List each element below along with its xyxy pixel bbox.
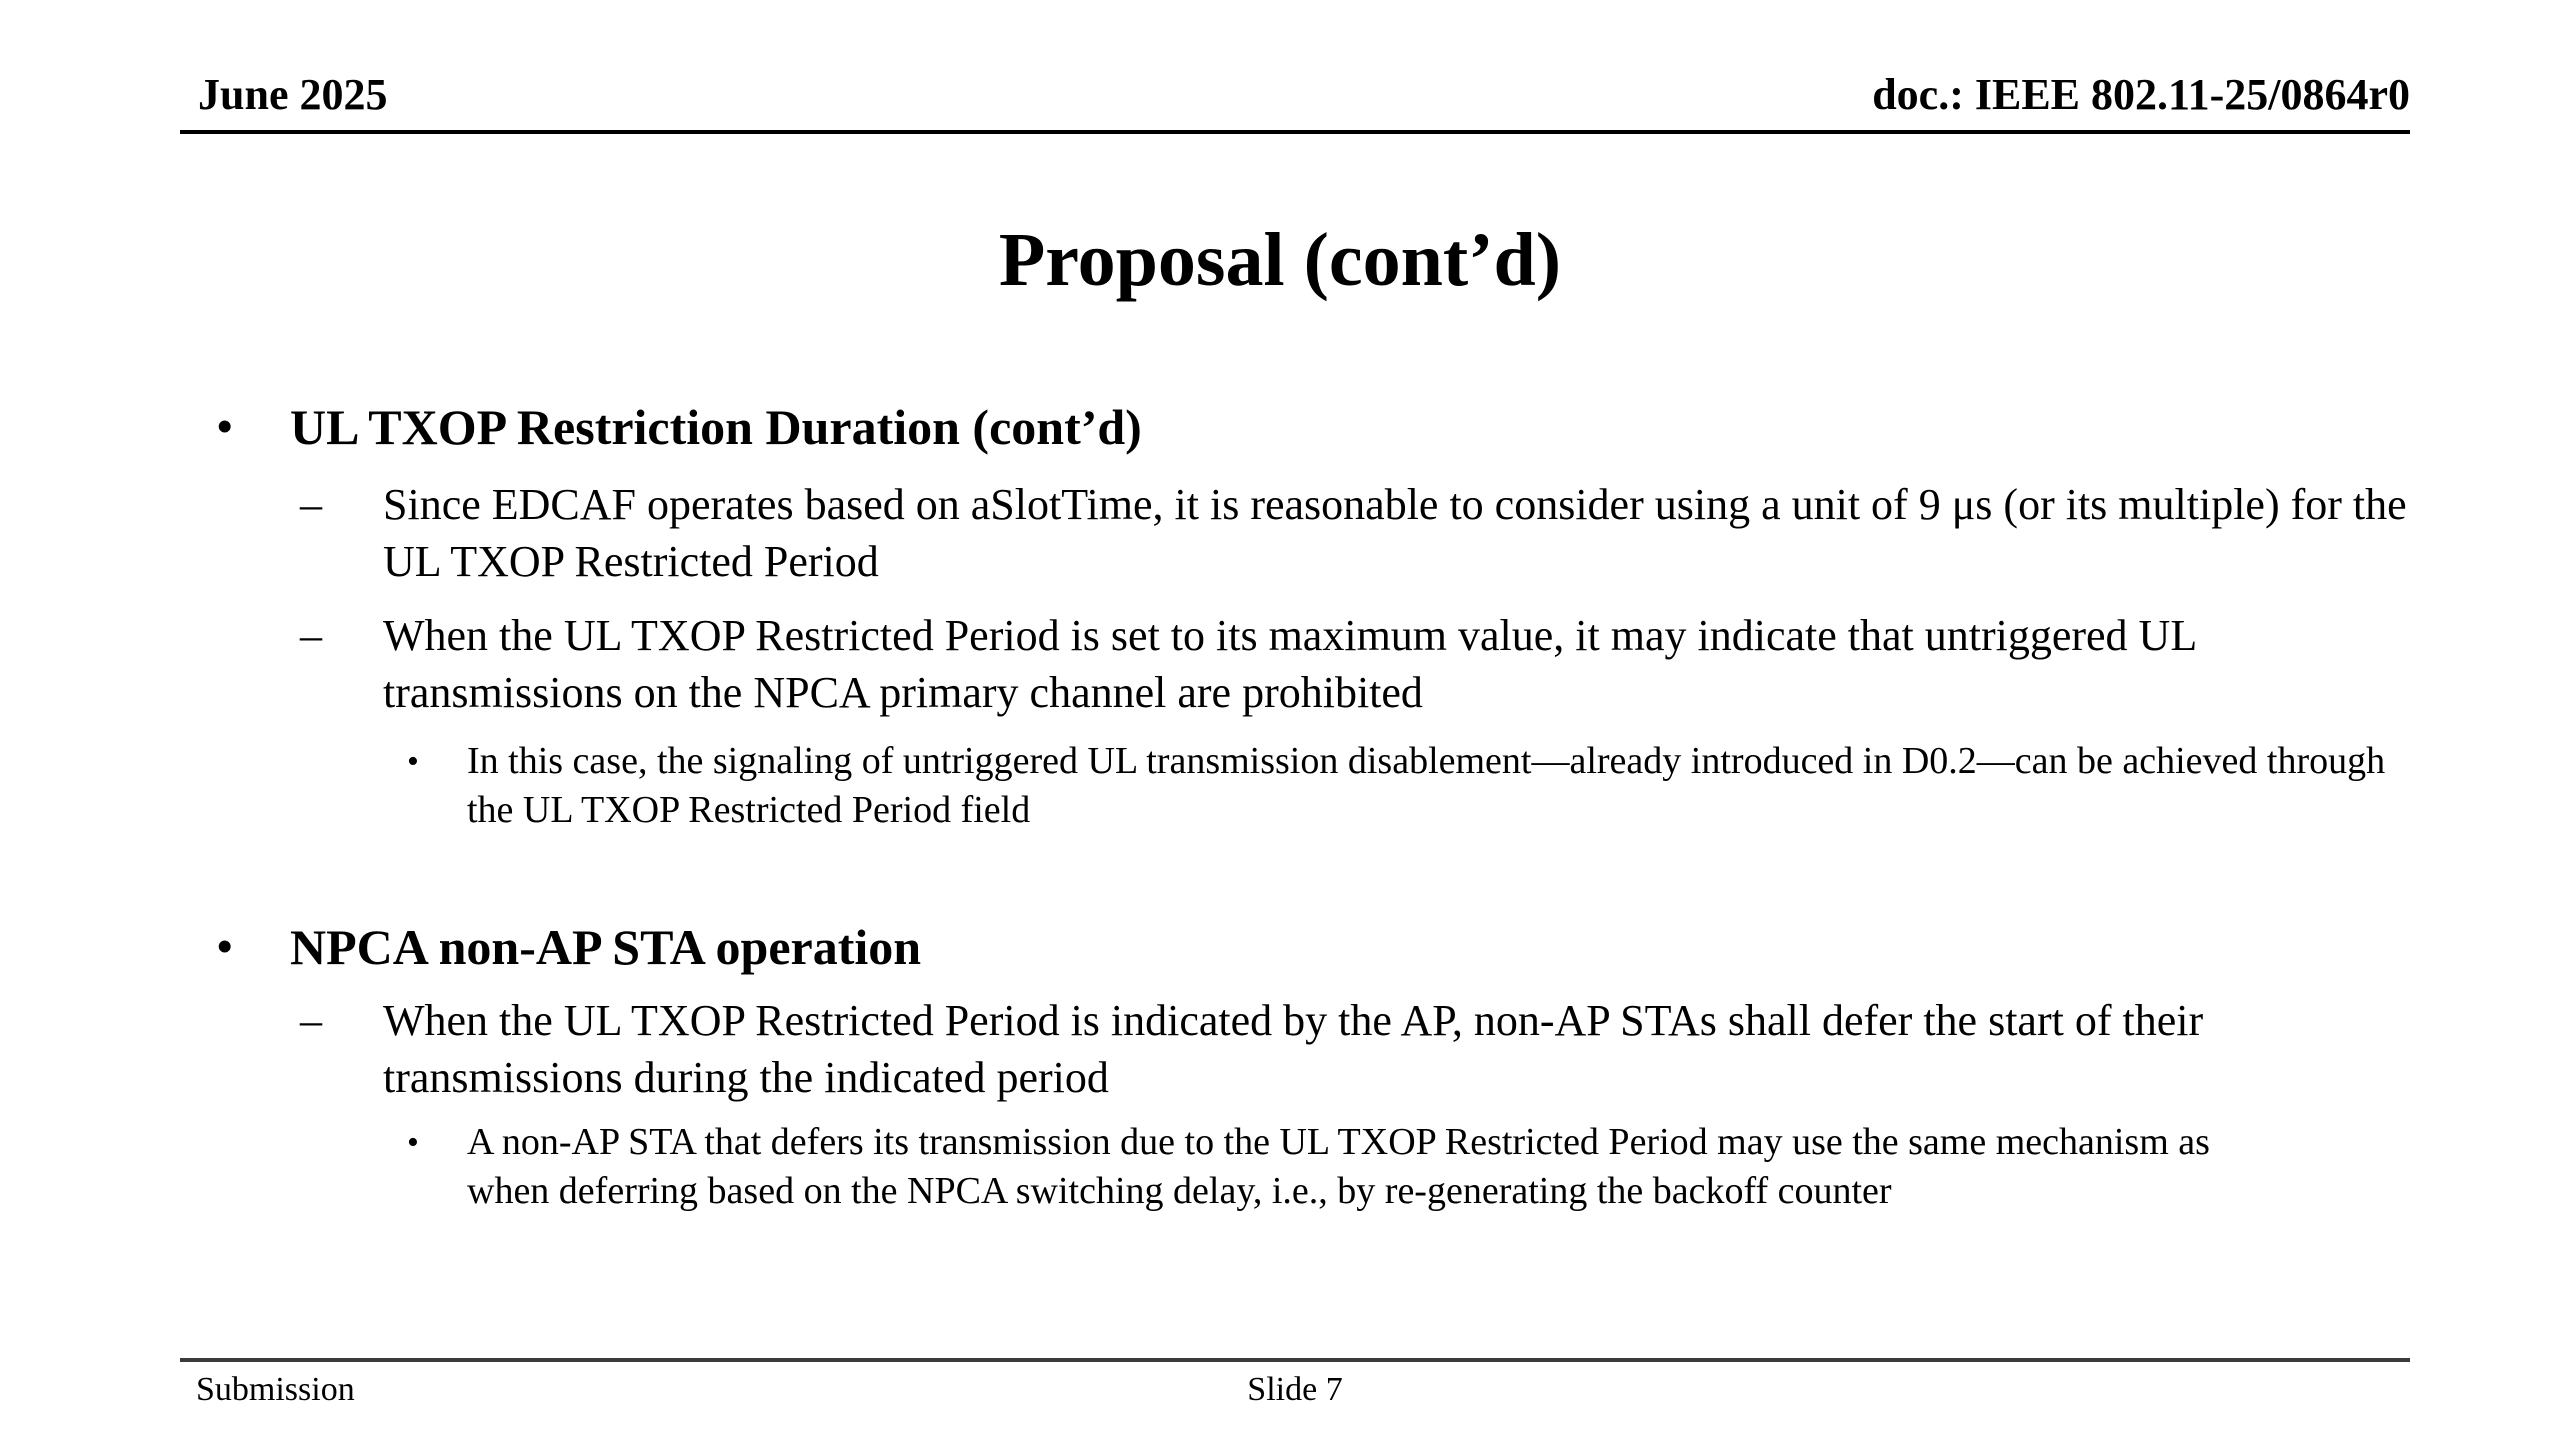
sub-bullet-item xyxy=(407,1118,2267,1216)
bullet-item xyxy=(300,476,2433,590)
bullet-icon: • xyxy=(217,402,233,451)
bullet-item xyxy=(300,607,2363,721)
header-doc-number: doc.: IEEE 802.11-25/0864r0 xyxy=(1872,70,2410,119)
dash-marker-icon: – xyxy=(300,996,322,1045)
bullet-item xyxy=(300,992,2373,1106)
section-heading-text: UL TXOP Restriction Duration (cont’d) xyxy=(290,399,1142,455)
bullet-icon: • xyxy=(407,743,419,780)
slide-footer xyxy=(180,1358,2410,1411)
dash-marker-icon: – xyxy=(300,611,322,660)
slide-title: Proposal (cont’d) xyxy=(998,218,1562,302)
footer-slide-number: Slide 7 xyxy=(1247,1371,1343,1408)
section-heading-text: NPCA non-AP STA operation xyxy=(290,919,922,975)
bullet-text: When the UL TXOP Restricted Period is indicated by the AP, non-AP STAs shall defer the start of their transmissions during the indicated period xyxy=(383,996,2204,1102)
section-heading-ul-txop xyxy=(217,397,1142,457)
footer-submission-label: Submission xyxy=(196,1371,355,1408)
slide-header xyxy=(180,70,2410,134)
bullet-text: Since EDCAF operates based on aSlotTime, it is reasonable to consider using a unit of 9 μs (or its multiple) for the UL TXOP Restricted Period xyxy=(383,480,2407,586)
dash-marker-icon: – xyxy=(300,480,322,529)
bullet-icon: • xyxy=(217,922,233,971)
sub-bullet-item xyxy=(407,737,2397,835)
bullet-text: When the UL TXOP Restricted Period is set to its maximum value, it may indicate that untriggered UL transmissions on the NPCA primary channel are prohibited xyxy=(383,611,2196,717)
section-heading-npca-sta xyxy=(217,917,922,977)
bullet-icon: • xyxy=(407,1124,419,1161)
header-date: June 2025 xyxy=(198,70,388,119)
sub-bullet-text: A non-AP STA that defers its transmission due to the UL TXOP Restricted Period may use the same mechanism as when deferring based on the NPCA switching delay, i.e., by re-generating the backoff counter xyxy=(467,1121,2210,1212)
sub-bullet-text: In this case, the signaling of untriggered UL transmission disablement—already introduced in D0.2—can be achieved through the UL TXOP Restricted Period field xyxy=(467,740,2386,831)
